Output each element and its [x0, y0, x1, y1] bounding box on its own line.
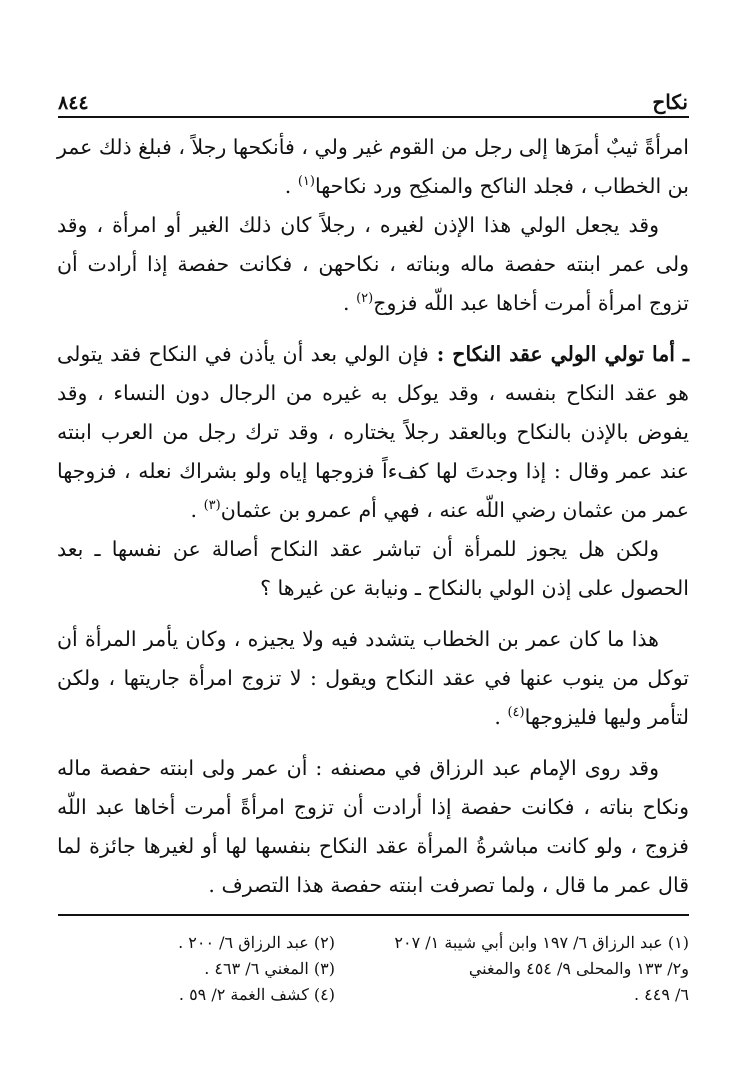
- running-head: نكاح: [652, 90, 688, 114]
- footnote-line: (١) عبد الرزاق ٦/ ١٩٧ وابن أبي شيبة ١/ ٢٠٧: [394, 933, 689, 952]
- paragraph: وقد يجعل الولي هذا الإذن لغيره ، رجلاً كان ذلك الغير أو امرأة ، وقد ولى عمر ابنته حفصة ماله وبناته ، نكاحهن ، فكانت حفصة إذا أرادت أن تزوج امرأة أمرت أخاها عبد اللّه فزوج$^{(٢)}$ .: [57, 213, 689, 315]
- paragraph: ولكن هل يجوز للمرأة أن تباشر عقد النكاح أصالة عن نفسها ـ بعد الحصول على إذن الولي بالنكاح ـ ونيابة عن غيرها ؟: [57, 537, 689, 600]
- footnote-column-right: [389, 930, 689, 1008]
- page-number: ٨٤٤: [58, 92, 89, 114]
- footnote-line: (٣) المغني ٦/ ٤٦٣ .: [204, 959, 335, 978]
- footnote-ref: (١): [297, 174, 315, 190]
- footnote-rule: [58, 914, 689, 916]
- footnote-ref: (٤): [507, 705, 525, 721]
- footnote-column-left: [57, 930, 357, 1008]
- paragraph: وقد روى الإمام عبد الرزاق في مصنفه : أن عمر ولى ابنته حفصة ماله ونكاح بناته ، فكانت حفصة إذا أرادت أن تزوج امرأةً أمرت أخاها عبد اللّه فزوج ، ولو كانت مباشرةُ المرأة عقد النكاح بنفسها لها أو لغيرها جائزة لما قال عمر ما قال ، ولما تصرفت ابنته حفصة هذا التصرف .: [57, 756, 689, 897]
- footnote-line: (٢) عبد الرزاق ٦/ ٢٠٠ .: [178, 933, 335, 952]
- footnote-ref: (٣): [203, 498, 221, 514]
- header-rule: [58, 116, 689, 118]
- footnote-line: و٢/ ١٣٣ والمحلى ٩/ ٤٥٤ والمغني: [468, 959, 689, 978]
- paragraph: ـ أما تولي الولي عقد النكاح : فإن الولي بعد أن يأذن في النكاح فقد يتولى هو عقد النكاح بنفسه ، وقد يوكل به غيره من الرجال دون النساء ، وقد يفوض بالإذن بالنكاح وبالعقد رجلاً يختاره ، وقد ترك رجل من العرب ابنته عند عمر وقال : إذا وجدتَ لها كفءاً فزوجها إياه ولو بشراك نعله ، فزوجها عمر من عثمان رضي اللّه عنه ، فهي أم عمرو بن عثمان$^{(٣)}$ .: [57, 342, 689, 522]
- footnote-line: (٤) كشف الغمة ٢/ ٥٩ .: [178, 985, 335, 1004]
- footnote-ref: (٢): [356, 291, 374, 307]
- footnotes: [57, 930, 689, 1008]
- paragraph: امرأةً ثيبٌ أمرَها إلى رجل من القوم غير ولي ، فأنكحها رجلاً ، فبلغ ذلك عمر بن الخطاب ، فجلد الناكح والمنكِح ورد نكاحها$^{(١)}$ .: [57, 135, 689, 198]
- section-lead: ـ أما تولي الولي عقد النكاح :: [428, 342, 689, 366]
- page-header: [58, 86, 688, 114]
- footnote-line: ٦/ ٤٤٩ .: [633, 985, 689, 1004]
- main-text: [57, 128, 689, 905]
- paragraph: هذا ما كان عمر بن الخطاب يتشدد فيه ولا يجيزه ، وكان يأمر المرأة أن توكل من ينوب عنها في عقد النكاح ويقول : لا تزوج امرأة جاريتها ، ولكن لتأمر وليها فليزوجها$^{(٤)}$ .: [57, 627, 689, 729]
